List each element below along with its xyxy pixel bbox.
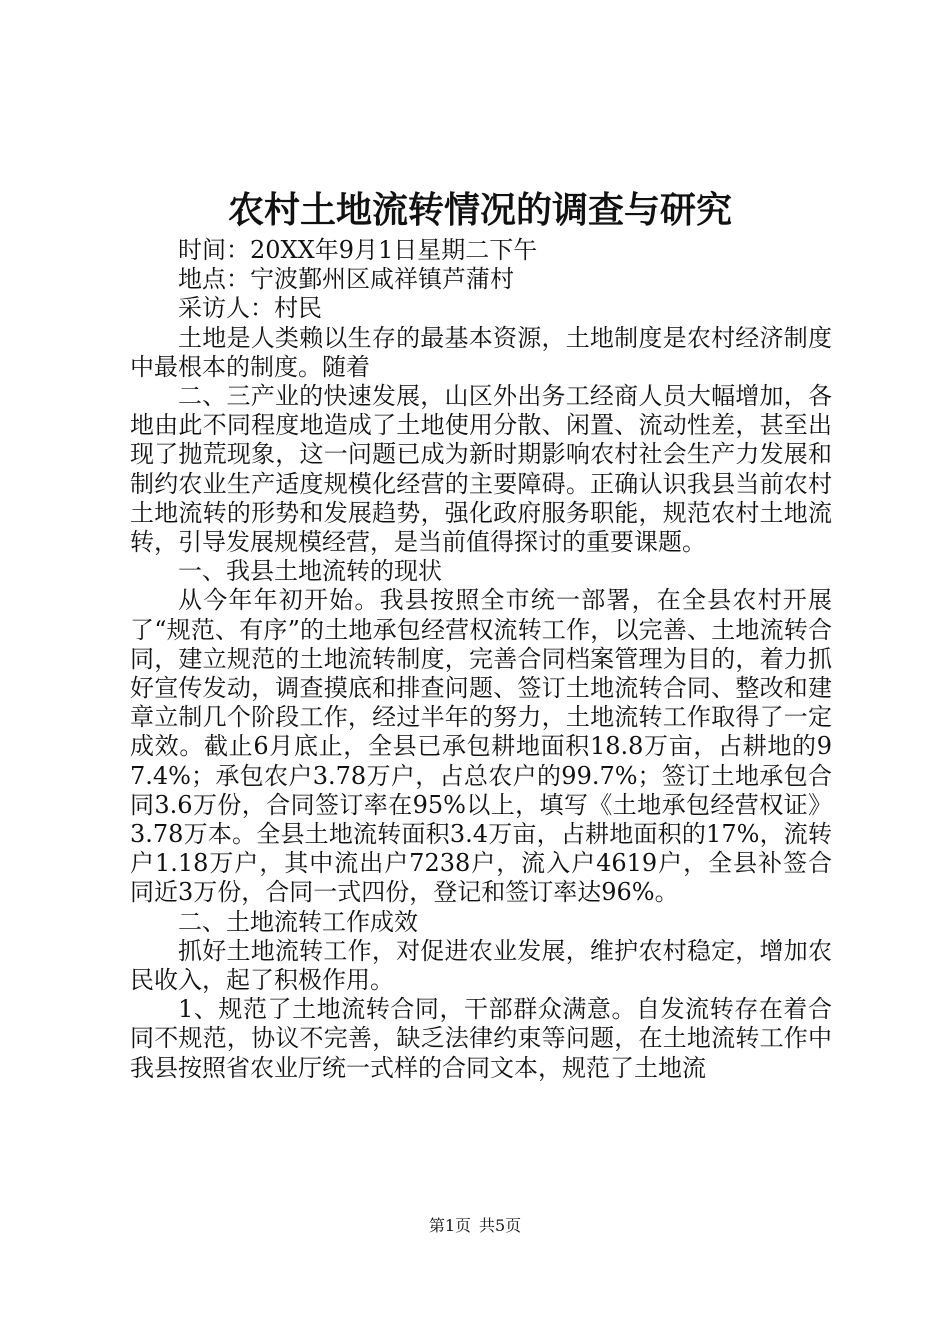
paragraph-intro: 土地是人类赖以生存的最基本资源，土地制度是农村经济制度中最根本的制度。随着: [130, 323, 832, 381]
paragraph-location: 地点：宁波鄞州区咸祥镇芦蒲村: [178, 265, 514, 294]
document-body: [130, 236, 832, 1083]
paragraph-results-intro: 抓好土地流转工作，对促进农业发展，维护农村稳定，增加农民收入，起了积极作用。: [130, 936, 832, 995]
section-heading-results: 二、土地流转工作成效: [178, 907, 418, 936]
paragraph-status: 从今年年初开始。我县按照全市统一部署，在全县农村开展了“规范、有序”的土地承包经营权流转工作，以完善、土地流转合同，建立规范的土地流转制度，完善合同档案管理为目的，着力抓好宣传发动，调查摸底和排查问题、签订土地流转合同、整改和建章立制几个阶段工作，经过半年的努力，土地流转工作取得了一定成效。截止6月底止，全县已承包耕地面积18.8万亩，占耕地的97.4%；承包农户3.78万户，占总农户的99.7%；签订土地承包合同3.6万份，合同签订率在95%以上，填写《土地承包经营权证》3.78万本。全县土地流转面积3.4万亩，占耕地面积的17%，流转户1.18万户，其中流出户7238户，流入户4619户，全县补签合同近3万份，合同一式四份，登记和签订率达96%。: [130, 586, 832, 907]
page-number: 第1页: [428, 1216, 471, 1235]
paragraph-interviewee: 采访人：村民: [178, 294, 322, 323]
paragraph-result-1: 1、规范了土地流转合同，干部群众满意。自发流转存在着合同不规范，协议不完善，缺乏法律约束等问题，在土地流转工作中我县按照省农业厅统一式样的合同文本，规范了土地流: [130, 995, 832, 1082]
paragraph-time: 时间：20XX年9月1日星期二下午: [178, 236, 538, 264]
section-heading-status: 一、我县土地流转的现状: [178, 557, 442, 586]
paragraph-background: 二、三产业的快速发展，山区外出务工经商人员大幅增加，各地由此不同程度地造成了土地使用分散、闲置、流动性差，甚至出现了抛荒现象，这一问题已成为新时期影响农村社会生产力发展和制约农业生产适度规模化经营的主要障碍。正确认识我县当前农村土地流转的形势和发展趋势，强化政府服务职能，规范农村土地流转，引导发展规模经营，是当前值得探讨的重要课题。: [130, 382, 832, 557]
document-title: 农村土地流转情况的调查与研究: [227, 189, 732, 231]
page-footer: [0, 1216, 950, 1236]
page-total: 共5页: [479, 1216, 522, 1235]
